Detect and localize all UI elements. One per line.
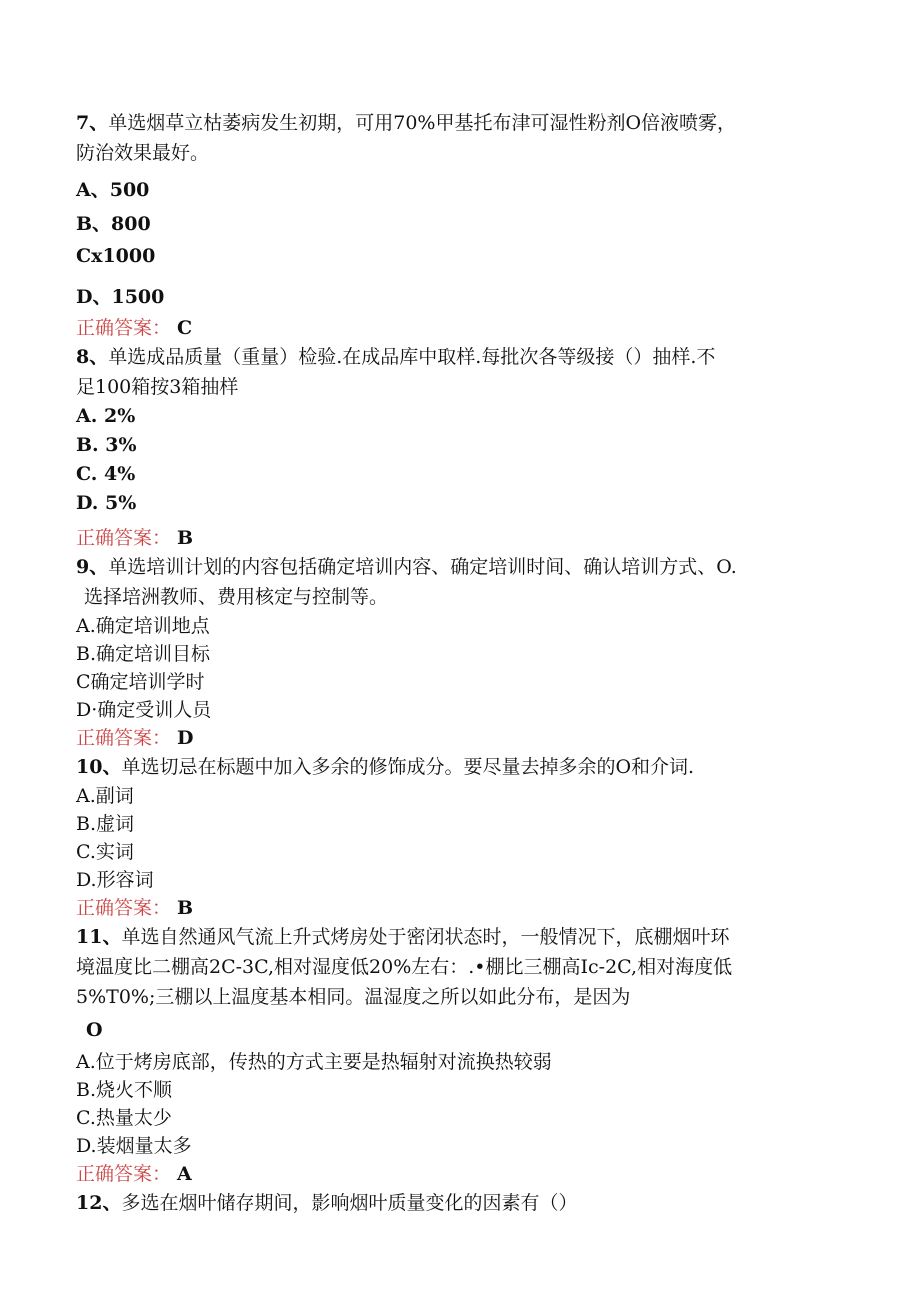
question-8 — [76, 342, 836, 372]
option-b: B.虚词 — [76, 813, 135, 835]
option-b: B.烧火不顺 — [76, 1079, 173, 1101]
question-text: 单选培训计划的内容包括确定培训内容、确定培训时间、确认培训方式、O. — [108, 556, 737, 578]
answer-label: 正确答案： — [76, 897, 172, 919]
question-12 — [76, 1188, 836, 1218]
question-11 — [76, 922, 836, 952]
answer-label: 正确答案： — [76, 1163, 172, 1185]
option-a: A.位于烤房底部，传热的方式主要是热辐射对流换热较弱 — [76, 1051, 552, 1073]
option-b: B.确定培训目标 — [76, 643, 211, 665]
answer-value: D — [177, 727, 194, 749]
option-b: B. 3% — [76, 434, 137, 456]
question-number: 10、 — [76, 756, 122, 778]
question-text-cont: O — [86, 1019, 103, 1041]
option-c: C.实词 — [76, 841, 134, 863]
question-10 — [76, 752, 836, 782]
option-a: A. 2% — [76, 405, 136, 427]
answer-label: 正确答案： — [76, 317, 172, 339]
option-a: A.确定培训地点 — [76, 615, 210, 637]
question-text-cont: 境温度比二棚高2C-3C,相对湿度低20%左右：.•棚比三棚高Ic-2C,相对海度低 — [76, 956, 733, 978]
question-text: 单选成品质量（重量）检验.在成品库中取样.每批次各等级接（）抽样.不 — [108, 346, 716, 368]
option-c: C.热量太少 — [76, 1107, 172, 1129]
question-text-cont: 选择培洲教师、费用核定与控制等。 — [84, 586, 389, 608]
option-c: C确定培训学时 — [76, 671, 205, 693]
question-list — [76, 108, 836, 1218]
option-d: D·确定受训人员 — [76, 699, 212, 721]
option-c: C. 4% — [76, 463, 136, 485]
question-number: 9、 — [76, 556, 109, 578]
question-number: 8、 — [76, 346, 109, 368]
question-text: 单选烟草立枯萎病发生初期，可用70%甲基托布津可湿性粉剂O倍液喷雾， — [108, 112, 737, 134]
question-text: 多选在烟叶储存期间，影响烟叶质量变化的因素有（） — [121, 1192, 578, 1214]
option-a: A.副词 — [76, 785, 134, 807]
answer-value: B — [177, 897, 194, 919]
option-b: B、800 — [76, 213, 151, 235]
answer-value: B — [177, 527, 194, 549]
answer-label: 正确答案： — [76, 527, 172, 549]
question-number: 11、 — [76, 926, 122, 948]
question-number: 12、 — [76, 1192, 122, 1214]
option-d: D. 5% — [76, 492, 137, 514]
answer-value: A — [177, 1163, 192, 1185]
option-d: D.装烟量太多 — [76, 1135, 192, 1157]
answer-line — [76, 524, 836, 552]
option-c: Cx1000 — [76, 245, 156, 267]
question-text: 单选自然通风气流上升式烤房处于密闭状态时，一般情况下，底棚烟叶环 — [121, 926, 730, 948]
answer-value: C — [177, 317, 193, 339]
question-text-cont: 足100箱按3箱抽样 — [76, 376, 239, 398]
answer-line — [76, 894, 836, 922]
question-text: 单选切忌在标题中加入多余的修饰成分。要尽量去掉多余的O和介词. — [121, 756, 695, 778]
answer-line — [76, 314, 836, 342]
answer-line — [76, 1160, 836, 1188]
question-text-cont: 5%T0%;三棚以上温度基本相同。温湿度之所以如此分布，是因为 — [76, 986, 631, 1008]
question-9 — [76, 552, 836, 582]
question-number: 7、 — [76, 112, 109, 134]
answer-label: 正确答案： — [76, 727, 172, 749]
answer-line — [76, 724, 836, 752]
option-d: D.形容词 — [76, 869, 154, 891]
option-a: A、500 — [76, 179, 150, 201]
option-d: D、1500 — [76, 286, 165, 308]
question-7 — [76, 108, 836, 138]
question-text-cont: 防治效果最好。 — [76, 142, 210, 164]
